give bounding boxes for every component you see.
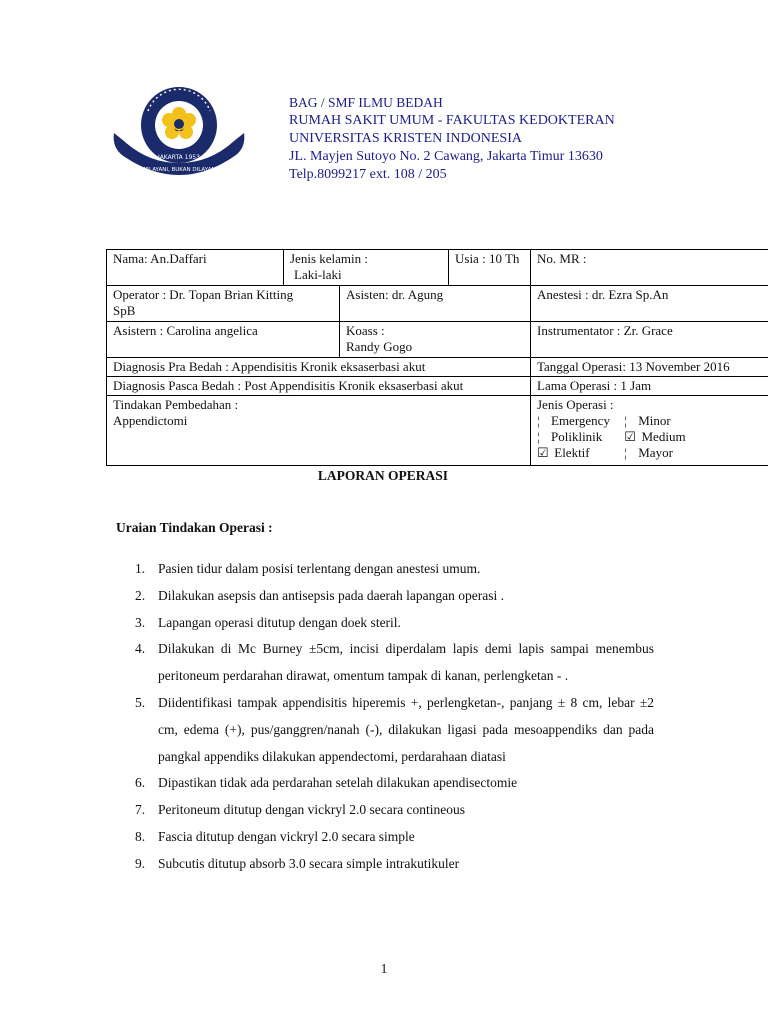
option-minor: Minor <box>638 413 671 428</box>
letterhead <box>289 94 615 184</box>
report-title: LAPORAN OPERASI <box>317 468 449 483</box>
option-medium: Medium <box>641 429 686 444</box>
checked-box-icon: ☑ <box>537 445 549 460</box>
anesthesia-cell: Anestesi : dr. Ezra Sp.An <box>531 286 768 322</box>
university-logo <box>110 85 248 177</box>
list-item: 2. Dilakukan asepsis dan antisepsis pada daerah lapangan operasi . <box>135 587 505 603</box>
list-item: 7. Peritoneum ditutup dengan vickryl 2.0 secara contineous <box>135 802 466 818</box>
option-mayor: Mayor <box>638 445 673 460</box>
duration-cell: Lama Operasi : 1 Jam <box>531 377 768 396</box>
procedure-steps <box>110 556 654 878</box>
hospital-name: RUMAH SAKIT UMUM - FAKULTAS KEDOKTERAN <box>289 113 615 128</box>
unchecked-box-icon: ¦ <box>537 429 540 444</box>
koass-cell: Koass : Randy Gogo <box>340 322 531 358</box>
procedure-cell: Tindakan Pembedahan : Appendictomi <box>107 396 531 466</box>
svg-text:MELAYANI, BUKAN DILAYANI: MELAYANI, BUKAN DILAYANI <box>140 167 218 173</box>
list-item: 3. Lapangan operasi ditutup dengan doek steril. <box>135 614 401 630</box>
medical-record-cell: No. MR : <box>531 250 768 286</box>
address: JL. Mayjen Sutoyo No. 2 Cawang, Jakarta Timur 13630 <box>289 149 603 164</box>
list-item: 8. Fascia ditutup dengan vickryl 2.0 secara simple <box>135 828 415 844</box>
list-item: 1. Pasien tidur dalam posisi terlentang dengan anestesi umum. <box>135 561 481 576</box>
operation-type-cell: Jenis Operasi : ¦ Emergency ¦ Minor ¦ Poliklinik ☑ Medium ☑ Elektif ¦ Mayor <box>531 396 768 466</box>
option-emergency: Emergency <box>551 413 610 428</box>
report-subtitle: Uraian Tindakan Operasi : <box>116 520 273 535</box>
list-item: 6. Dipastikan tidak ada perdarahan setelah dilakukan apendisectomie <box>135 775 518 791</box>
assistant-nurse-cell: Asistern : Carolina angelica <box>107 322 340 358</box>
unchecked-box-icon: ¦ <box>624 445 627 460</box>
pre-op-diagnosis-cell: Diagnosis Pra Bedah : Appendisitis Kronik eksaserbasi akut <box>107 358 531 377</box>
list-item: 5. Diidentifikasi tampak appendisitis hiperemis +, perlengketan-, panjang ± 8 cm, lebar ±2 cm, edema (+), pus/ganggren/nanah (-), dilakukan ligasi pada mesoappendiks dan pada pangkal appendiks dilakukan appendectomi, perdarahaan diatasi <box>135 694 654 764</box>
operator-cell: Operator : Dr. Topan Brian Kitting SpB <box>107 286 340 322</box>
list-item: 9. Subcutis ditutup absorb 3.0 secara simple intrakutikuler <box>135 855 460 871</box>
age-cell: Usia : 10 Th <box>449 250 531 286</box>
department-name: BAG / SMF ILMU BEDAH <box>289 95 443 110</box>
option-poliklinik: Poliklinik <box>551 429 603 444</box>
list-item: 4. Dilakukan di Mc Burney ±5cm, incisi diperdalam lapis demi lapis sampai menembus peritoneum perdarahan dirawat, omentum tampak di kanan, perlengketan - . <box>135 641 654 684</box>
svg-text:JAKARTA 1953: JAKARTA 1953 <box>158 154 200 161</box>
checked-box-icon: ☑ <box>624 429 636 444</box>
patient-info-table <box>106 249 768 466</box>
page-number: 1 <box>380 961 388 976</box>
phone: Telp.8099217 ext. 108 / 205 <box>289 167 447 182</box>
option-elektif: Elektif <box>554 445 590 460</box>
university-name: UNIVERSITAS KRISTEN INDONESIA <box>289 131 522 146</box>
gender-cell: Jenis kelamin : Laki-laki <box>284 250 449 286</box>
post-op-diagnosis-cell: Diagnosis Pasca Bedah : Post Appendisitis Kronik eksaserbasi akut <box>107 377 531 396</box>
instrumentator-cell: Instrumentator : Zr. Grace <box>531 322 768 358</box>
unchecked-box-icon: ¦ <box>537 413 540 428</box>
operation-date-cell: Tanggal Operasi: 13 November 2016 <box>531 358 768 377</box>
patient-name-cell: Nama: An.Daffari <box>107 250 284 286</box>
assistant-cell: Asisten: dr. Agung <box>340 286 531 322</box>
unchecked-box-icon: ¦ <box>624 413 627 428</box>
